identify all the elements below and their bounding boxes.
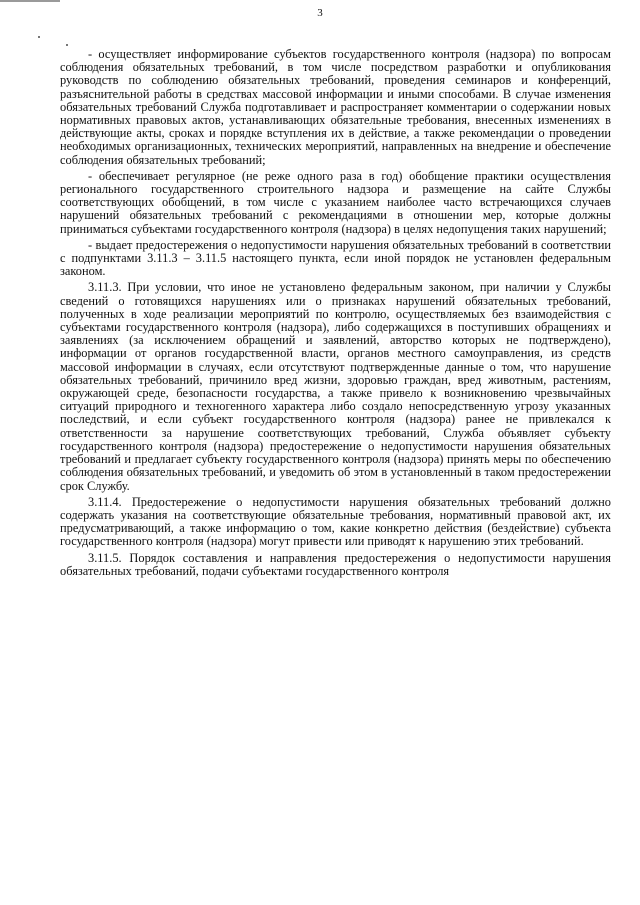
- paragraph-generalization: - обеспечивает регулярное (не реже одного раза в год) обобщение практики осуществления регионального государственного строительного надзора и размещение на сайте Службы соответствующих обобщений, в том числе с указанием наиболее часто встречающихся случаев нарушений обязательных требований с рекомендациями в отношении мер, которые должны приниматься субъектами государственного контроля (надзора) в целях недопущения таких нарушений;: [60, 168, 611, 236]
- paragraph-3-11-4: 3.11.4. Предостережение о недопустимости нарушения обязательных требований должно содержать указания на соответствующие обязательные требования, нормативный правовой акт, их предусматривающий, а также информацию о том, какие конкретно действия (бездействие) субъекта государственного контроля (надзора) могут привести или приводят к нарушению этих требований.: [60, 494, 611, 549]
- paragraph-3-11-5: 3.11.5. Порядок составления и направления предостережения о недопустимости нарушения обязательных требований, подачи субъектами государственного контроля: [60, 550, 611, 578]
- document-body: [60, 48, 611, 581]
- scan-speck: [66, 44, 68, 46]
- paragraph-warnings: - выдает предостережения о недопустимости нарушения обязательных требований в соответствии с подпунктами 3.11.3 – 3.11.5 настоящего пункта, если иной порядок не установлен федеральным законом.: [60, 237, 611, 279]
- paragraph-3-11-3: 3.11.3. При условии, что иное не установлено федеральным законом, при наличии у Службы сведений о готовящихся нарушениях или о признаках нарушений обязательных требований, полученных в ходе реализации мероприятий по контролю, осуществляемых без взаимодействия с субъектами государственного контроля (надзора), либо содержащихся в поступивших обращениях и заявлениях (за исключением обращений и заявлений, авторство которых не подтверждено), информации от органов государственной власти, органов местного самоуправления, из средств массовой информации в случаях, если отсутствуют подтвержденные данные о том, что нарушение обязательных требований, причинило вред жизни, здоровью граждан, вред животным, растениям, окружающей среде, безопасности государства, а также привело к возникновению чрезвычайных ситуаций природного и техногенного характера либо создало непосредственную угрозу указанных последствий, и если субъект государственного контроля (надзора) ранее не привлекался к ответственности за нарушение соответствующих требований, Служба объявляет субъекту государственного контроля (надзора) предостережение о недопустимости нарушения обязательных требований и предлагает субъекту государственного контроля (надзора) принять меры по обеспечению соблюдения обязательных требований, и уведомить об этом в установленный в таком предостережении срок Службу.: [60, 280, 611, 493]
- scan-speck: [38, 36, 40, 38]
- page-number: 3: [317, 7, 323, 19]
- paragraph-informing: - осуществляет информирование субъектов государственного контроля (надзора) по вопросам соблюдения обязательных требований, в том числе посредством разработки и опубликования руководств по соблюдению обязательных требований, проведения семинаров и конференций, разъяснительной работы в средствах массовой информации и иными способами. В случае изменения обязательных требований Служба подготавливает и распространяет комментарии о содержании новых нормативных правовых актов, устанавливающих обязательные требования, внесенных изменениях в действующие акты, сроках и порядке вступления их в действие, а также рекомендации о проведении необходимых организационных, технических мероприятий, направленных на внедрение и обеспечение соблюдения обязательных требований;: [60, 47, 611, 167]
- scan-edge-line: [0, 0, 60, 2]
